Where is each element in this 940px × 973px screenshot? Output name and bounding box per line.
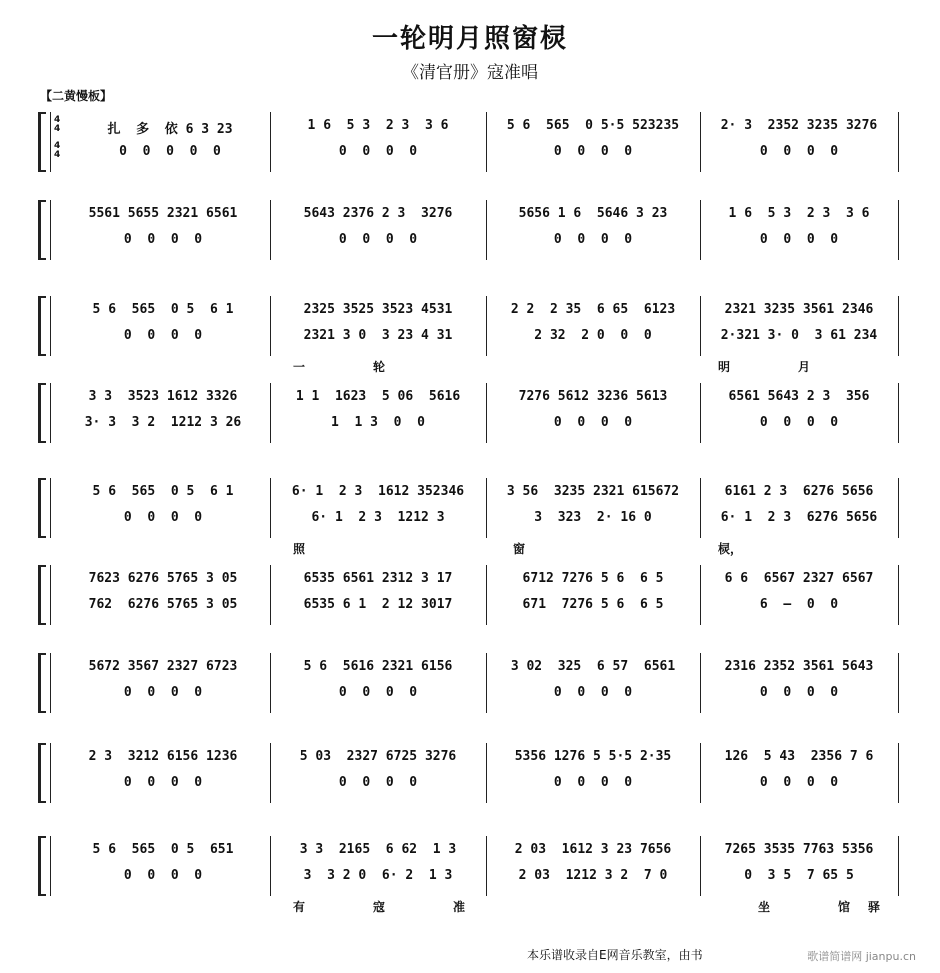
page-title: 一轮明月照窗棂 (371, 24, 568, 54)
melody-measure: 6712 7276 5 6 6 5 (522, 571, 664, 586)
score-system (38, 112, 898, 172)
barline (898, 653, 899, 713)
barline (898, 296, 899, 356)
melody-measure: 3 56 3235 2321 615672 (506, 484, 680, 499)
lyric-word: 轮 (373, 360, 386, 374)
accompaniment-measure: 0 0 0 0 (553, 685, 633, 700)
melody-measure: 2 2 2 35 6 65 6123 (510, 302, 676, 317)
score-system (38, 653, 898, 713)
system-brace (38, 383, 46, 443)
accompaniment-measure: 0 0 0 0 (123, 328, 203, 343)
accompaniment-measure: 6· 1 2 3 1212 3 (311, 510, 445, 525)
accompaniment-measure: 2 32 2 0 0 0 (534, 328, 652, 343)
lyric-word: 准 (453, 900, 466, 914)
barline (898, 478, 899, 538)
melody-measure: 5356 1276 5 5·5 2·35 (514, 749, 672, 764)
barline (898, 565, 899, 625)
system-line (50, 478, 51, 538)
lyric-word: 一 (293, 360, 306, 374)
accompaniment-measure: 0 0 0 0 (338, 685, 418, 700)
melody-measure: 2 03 1612 3 23 7656 (514, 842, 672, 857)
accompaniment-measure: 0 0 0 0 (338, 232, 418, 247)
lyric-word: 明 (718, 360, 731, 374)
score-system (38, 743, 898, 803)
melody-measure: 7276 5612 3236 5613 (518, 389, 668, 404)
score-system (38, 296, 898, 374)
system-line (50, 112, 51, 172)
lyric-word: 月 (798, 360, 811, 374)
accompaniment-measure: 0 0 0 0 (123, 232, 203, 247)
melody-measure: 5656 1 6 5646 3 23 (518, 206, 668, 221)
accompaniment-measure: 0 0 0 0 (553, 144, 633, 159)
accompaniment-measure: 0 0 0 0 (759, 685, 839, 700)
melody-measure: 5 6 5616 2321 6156 (303, 659, 453, 674)
melody-measure: 5561 5655 2321 6561 (88, 206, 238, 221)
melody-measure: 3 02 325 6 57 6561 (510, 659, 676, 674)
barline (898, 836, 899, 896)
accompaniment-measure: 0 0 0 0 (553, 415, 633, 430)
score-system (38, 836, 898, 914)
accompaniment-measure: 0 0 0 0 (338, 775, 418, 790)
accompaniment-measure: 0 0 0 0 (553, 775, 633, 790)
system-brace (38, 200, 46, 260)
accompaniment-measure: 0 0 0 0 0 (119, 144, 221, 159)
lyric-word: 馆 (838, 900, 851, 914)
accompaniment-measure: 0 0 0 0 (759, 415, 839, 430)
accompaniment-measure: 6535 6 1 2 12 3017 (303, 597, 453, 612)
melody-measure: 2325 3525 3523 4531 (303, 302, 453, 317)
melody-measure: 126 5 43 2356 7 6 (724, 749, 874, 764)
system-brace (38, 296, 46, 356)
melody-measure: 6535 6561 2312 3 17 (303, 571, 453, 586)
lyric-word: 照 (293, 542, 306, 556)
system-line (50, 653, 51, 713)
accompaniment-measure: 0 0 0 0 (123, 510, 203, 525)
melody-measure: 6· 1 2 3 1612 352346 (291, 484, 465, 499)
accompaniment-measure: 2321 3 0 3 23 4 31 (303, 328, 453, 343)
lyric-word: 坐 (758, 900, 771, 914)
lyric-word: 有 (293, 900, 306, 914)
accompaniment-measure: 6· 1 2 3 6276 5656 (720, 510, 878, 525)
system-line (50, 565, 51, 625)
melody-measure: 7265 3535 7763 5356 (724, 842, 874, 857)
melody-measure: 3 3 2165 6 62 1 3 (299, 842, 457, 857)
accompaniment-measure: 0 3 5 7 65 5 (744, 868, 854, 883)
melody-measure: 2· 3 2352 3235 3276 (720, 118, 878, 133)
score-system (38, 200, 898, 260)
melody-measure: 6161 2 3 6276 5656 (724, 484, 874, 499)
melody-measure: 1 6 5 3 2 3 3 6 (728, 206, 870, 221)
melody-measure: 3 3 3523 1612 3326 (88, 389, 238, 404)
accompaniment-measure: 0 0 0 0 (123, 685, 203, 700)
accompaniment-measure: 0 0 0 0 (123, 775, 203, 790)
accompaniment-measure: 0 0 0 0 (123, 868, 203, 883)
melody-measure: 1 6 5 3 2 3 3 6 (307, 118, 449, 133)
system-brace (38, 565, 46, 625)
melody-measure: 5672 3567 2327 6723 (88, 659, 238, 674)
melody-measure: 6561 5643 2 3 356 (728, 389, 870, 404)
melody-measure: 5 6 565 0 5 6 1 (92, 484, 234, 499)
barline (898, 112, 899, 172)
barline (898, 743, 899, 803)
accompaniment-measure: 2·321 3· 0 3 61 234 (720, 328, 878, 343)
melody-measure: 5 6 565 0 5 6 1 (92, 302, 234, 317)
lyric-word: 窗 (513, 542, 526, 556)
score-system (38, 478, 898, 556)
accompaniment-measure: 0 0 0 0 (338, 144, 418, 159)
system-line (50, 836, 51, 896)
barline (898, 383, 899, 443)
melody-measure: 2 3 3212 6156 1236 (88, 749, 238, 764)
melody-measure: 扎 多 依 6 3 23 (107, 122, 233, 137)
time-signature: 4 4 (54, 115, 61, 134)
melody-measure: 1 1 1623 5 06 5616 (295, 389, 461, 404)
footer-credit: 本乐谱收录自E网音乐教室，由书 (527, 948, 703, 962)
watermark: 歌谱简谱网 jianpu.cn (807, 950, 916, 963)
melody-measure: 6 6 6567 2327 6567 (724, 571, 874, 586)
system-brace (38, 653, 46, 713)
melody-measure: 2316 2352 3561 5643 (724, 659, 874, 674)
melody-measure: 5 6 565 0 5 651 (92, 842, 234, 857)
system-line (50, 383, 51, 443)
melody-measure: 5643 2376 2 3 3276 (303, 206, 453, 221)
melody-measure: 2321 3235 3561 2346 (724, 302, 874, 317)
accompaniment-measure: 0 0 0 0 (553, 232, 633, 247)
accompaniment-measure: 3· 3 3 2 1212 3 26 (84, 415, 242, 430)
time-signature: 4 4 (54, 141, 61, 160)
system-brace (38, 478, 46, 538)
lyric-word: 棂， (718, 542, 743, 556)
accompaniment-measure: 3 3 2 0 6· 2 1 3 (303, 868, 453, 883)
system-line (50, 743, 51, 803)
barline (898, 200, 899, 260)
lyric-word: 驿 (868, 900, 881, 914)
page-subtitle: 《清官册》寇准唱 (402, 63, 538, 83)
accompaniment-measure: 2 03 1212 3 2 7 0 (518, 868, 668, 883)
accompaniment-measure: 1 1 3 0 0 (331, 415, 425, 430)
accompaniment-measure: 671 7276 5 6 6 5 (522, 597, 664, 612)
melody-measure: 5 6 565 0 5·5 523235 (506, 118, 680, 133)
score-system (38, 565, 898, 625)
score-system (38, 383, 898, 443)
accompaniment-measure: 3 323 2· 16 0 (534, 510, 652, 525)
accompaniment-measure: 762 6276 5765 3 05 (88, 597, 238, 612)
accompaniment-measure: 0 0 0 0 (759, 775, 839, 790)
melody-measure: 5 03 2327 6725 3276 (299, 749, 457, 764)
accompaniment-measure: 6 — 0 0 (759, 597, 839, 612)
system-line (50, 296, 51, 356)
system-brace (38, 836, 46, 896)
system-line (50, 200, 51, 260)
melody-measure: 7623 6276 5765 3 05 (88, 571, 238, 586)
accompaniment-measure: 0 0 0 0 (759, 232, 839, 247)
accompaniment-measure: 0 0 0 0 (759, 144, 839, 159)
tempo-label: 【二黄慢板】 (40, 89, 113, 103)
system-brace (38, 743, 46, 803)
lyric-word: 寇 (373, 900, 386, 914)
system-brace (38, 112, 46, 172)
